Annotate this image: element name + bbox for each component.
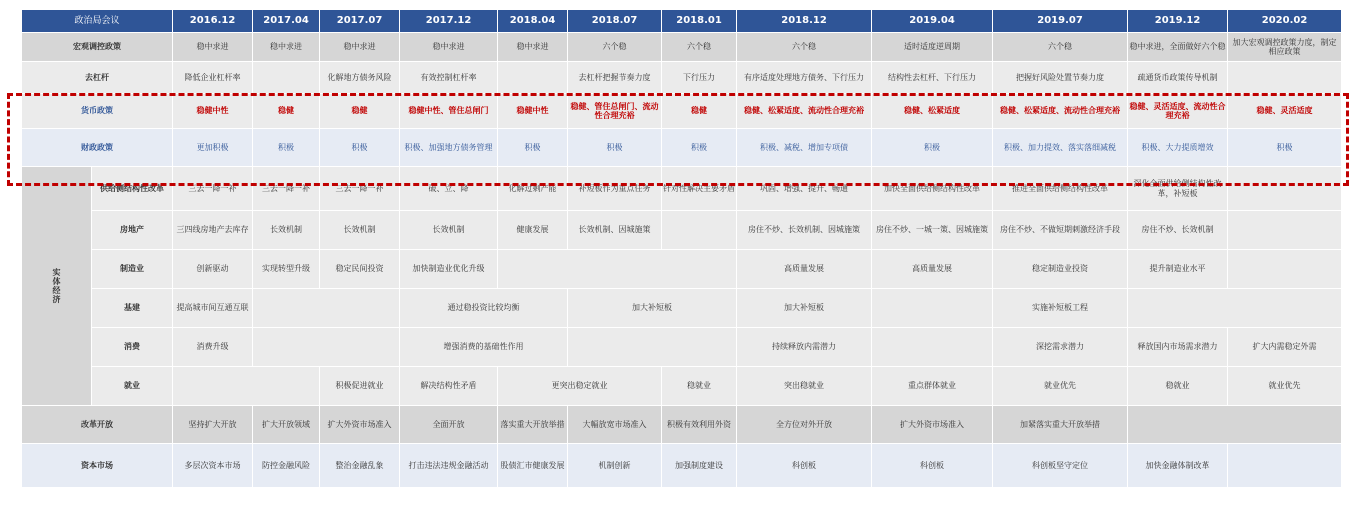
cell: 扩大外资市场准入 xyxy=(872,406,993,444)
cell: 重点群体就业 xyxy=(872,367,993,406)
cell: 积极 xyxy=(662,129,737,167)
header-date: 2018.01 xyxy=(662,10,737,33)
cell: 稳健 xyxy=(253,94,320,129)
cell: 六个稳 xyxy=(568,33,662,62)
cell: 三四线房地产去库存 xyxy=(173,211,253,250)
reform-row xyxy=(22,406,1342,444)
supply-row xyxy=(22,167,1342,211)
cell: 突出稳就业 xyxy=(737,367,872,406)
cell: 积极 xyxy=(1228,129,1342,167)
cell: 就业优先 xyxy=(993,367,1128,406)
cell: 全面开放 xyxy=(400,406,498,444)
cell: 深化全面供给侧结构性改革，补短板 xyxy=(1128,167,1228,211)
policy-table xyxy=(21,9,1342,488)
cell: 六个稳 xyxy=(662,33,737,62)
cell: 房住不炒、一城一策、因城施策 xyxy=(872,211,993,250)
cell: 稳健、松紧适度 xyxy=(872,94,993,129)
cell: 持续释放内需潜力 xyxy=(737,328,872,367)
cell: 打击违法违规金融活动 xyxy=(400,444,498,488)
cell: 加紧落实重大开放举措 xyxy=(993,406,1128,444)
header-date: 2017.12 xyxy=(400,10,498,33)
cell: 科创板 xyxy=(872,444,993,488)
header-date: 2019.12 xyxy=(1128,10,1228,33)
cell: 更加积极 xyxy=(173,129,253,167)
header-corner: 政治局会议 xyxy=(22,10,173,33)
cell: 稳中求进 xyxy=(173,33,253,62)
macro-row xyxy=(22,33,1342,62)
cell: 积极 xyxy=(872,129,993,167)
cell xyxy=(1228,167,1342,211)
cell: 加大补短板 xyxy=(568,289,737,328)
cell: 稳健 xyxy=(662,94,737,129)
cell: 积极、加力提效、落实落细减税 xyxy=(993,129,1128,167)
cell: 巩固、增强、提升、畅通 xyxy=(737,167,872,211)
cell: 稳就业 xyxy=(662,367,737,406)
row-label-monetary: 货币政策 xyxy=(22,94,173,129)
cell xyxy=(1128,289,1342,328)
manufacturing-row xyxy=(22,250,1342,289)
cell: 防控金融风险 xyxy=(253,444,320,488)
deleverage-row xyxy=(22,62,1342,94)
cell: 提升制造业水平 xyxy=(1128,250,1228,289)
cell: 加大宏观调控政策力度，制定相应政策 xyxy=(1228,33,1342,62)
header-date: 2018.12 xyxy=(737,10,872,33)
row-label-supply: 供给侧结构性改革 xyxy=(92,167,173,211)
cell: 解决结构性矛盾 xyxy=(400,367,498,406)
cell: 稳健、松紧适度、流动性合理充裕 xyxy=(993,94,1128,129)
cell: 扩大开放领域 xyxy=(253,406,320,444)
cell: 积极、减税、增加专项债 xyxy=(737,129,872,167)
cell: 通过稳投资比较均衡 xyxy=(400,289,568,328)
cell: 稳定民间投资 xyxy=(320,250,400,289)
cell: 落实重大开放举措 xyxy=(498,406,568,444)
cell: 加快全面供给侧结构性改革 xyxy=(872,167,993,211)
cell: 科创板 xyxy=(737,444,872,488)
cell: 去杠杆把握节奏力度 xyxy=(568,62,662,94)
header-date: 2020.02 xyxy=(1228,10,1342,33)
cell: 六个稳 xyxy=(737,33,872,62)
cell xyxy=(253,62,320,94)
header-date: 2019.04 xyxy=(872,10,993,33)
cell: 积极、大力提质增效 xyxy=(1128,129,1228,167)
cell: 把握好风险处置节奏力度 xyxy=(993,62,1128,94)
cell: 房住不炒、不做短期刺激经济手段 xyxy=(993,211,1128,250)
cell: 积极促进就业 xyxy=(320,367,400,406)
cell: 积极 xyxy=(253,129,320,167)
row-label-reform: 改革开放 xyxy=(22,406,173,444)
cell: 高质量发展 xyxy=(872,250,993,289)
cell: 六个稳 xyxy=(993,33,1128,62)
cell: 稳就业 xyxy=(1128,367,1228,406)
cell: 稳健、灵活适度 xyxy=(1228,94,1342,129)
cell: 健康发展 xyxy=(498,211,568,250)
row-label-manufacturing: 制造业 xyxy=(92,250,173,289)
header-date: 2017.07 xyxy=(320,10,400,33)
fiscal-row xyxy=(22,129,1342,167)
cell: 全方位对外开放 xyxy=(737,406,872,444)
cell: 大幅放宽市场准入 xyxy=(568,406,662,444)
cell: 三去一降一补 xyxy=(253,167,320,211)
cell xyxy=(498,250,737,289)
cell: 股债汇市健康发展 xyxy=(498,444,568,488)
cell xyxy=(1228,444,1342,488)
capital-row xyxy=(22,444,1342,488)
cell: 机制创新 xyxy=(568,444,662,488)
cell: 长效机制 xyxy=(253,211,320,250)
cell: 稳健、灵活适度、流动性合理充裕 xyxy=(1128,94,1228,129)
cell: 长效机制、因城施策 xyxy=(568,211,662,250)
cell: 长效机制 xyxy=(400,211,498,250)
cell: 坚持扩大开放 xyxy=(173,406,253,444)
header-date: 2019.07 xyxy=(993,10,1128,33)
cell: 三去一降一补 xyxy=(173,167,253,211)
cell: 疏通货币政策传导机制 xyxy=(1128,62,1228,94)
cell xyxy=(1228,211,1342,250)
cell: 积极有效利用外资 xyxy=(662,406,737,444)
cell: 降低企业杠杆率 xyxy=(173,62,253,94)
cell: 稳中求进 xyxy=(498,33,568,62)
cell: 扩大内需稳定外需 xyxy=(1228,328,1342,367)
cell: 积极 xyxy=(568,129,662,167)
cell: 实现转型升级 xyxy=(253,250,320,289)
header-date: 2018.04 xyxy=(498,10,568,33)
header-date: 2017.04 xyxy=(253,10,320,33)
cell: 稳健 xyxy=(320,94,400,129)
header-date: 2016.12 xyxy=(173,10,253,33)
cell xyxy=(253,289,400,328)
row-label-macro: 宏观调控政策 xyxy=(22,33,173,62)
cell: 有序适度处理地方债务、下行压力 xyxy=(737,62,872,94)
cell xyxy=(1228,250,1342,289)
cell xyxy=(872,289,993,328)
row-label-property: 房地产 xyxy=(92,211,173,250)
cell: 稳健、松紧适度、流动性合理充裕 xyxy=(737,94,872,129)
cell: 释放国内市场需求潜力 xyxy=(1128,328,1228,367)
cell: 扩大外资市场准入 xyxy=(320,406,400,444)
cell: 深挖需求潜力 xyxy=(993,328,1128,367)
cell: 稳健中性、管住总闸门 xyxy=(400,94,498,129)
employment-row xyxy=(22,367,1342,406)
cell: 加大补短板 xyxy=(737,289,872,328)
cell: 积极 xyxy=(498,129,568,167)
cell: 稳中求进 xyxy=(400,33,498,62)
cell: 高质量发展 xyxy=(737,250,872,289)
row-label-employment: 就业 xyxy=(92,367,173,406)
cell xyxy=(173,367,320,406)
cell: 稳中求进 xyxy=(320,33,400,62)
cell: 积极 xyxy=(320,129,400,167)
cell xyxy=(1228,62,1342,94)
cell: 稳中求进 xyxy=(253,33,320,62)
header-row xyxy=(22,10,1342,33)
cell: 稳健中性 xyxy=(173,94,253,129)
row-label-capital: 资本市场 xyxy=(22,444,173,488)
monetary-row xyxy=(22,94,1342,129)
row-label-consumption: 消费 xyxy=(92,328,173,367)
cell: 创新驱动 xyxy=(173,250,253,289)
infra-row xyxy=(22,289,1342,328)
cell: 三去一降一补 xyxy=(320,167,400,211)
cell: 增强消费的基础性作用 xyxy=(400,328,568,367)
cell: 加快制造业优化升级 xyxy=(400,250,498,289)
cell: 适时适度逆周期 xyxy=(872,33,993,62)
cell: 补短板作为重点任务 xyxy=(568,167,662,211)
cell: 推进全面供给侧结构性改革 xyxy=(993,167,1128,211)
cell: 实施补短板工程 xyxy=(993,289,1128,328)
cell xyxy=(253,328,400,367)
cell: 房住不炒、长效机制、因城施策 xyxy=(737,211,872,250)
cell: 提高城市间互通互联 xyxy=(173,289,253,328)
cell: 加快金融体制改革 xyxy=(1128,444,1228,488)
cell: 更突出稳定就业 xyxy=(498,367,662,406)
row-label-infra: 基建 xyxy=(92,289,173,328)
real-economy-label: 实 体 经 济 xyxy=(22,167,92,406)
cell xyxy=(872,328,993,367)
cell: 结构性去杠杆、下行压力 xyxy=(872,62,993,94)
cell: 稳健、管住总闸门、流动性合理充裕 xyxy=(568,94,662,129)
cell: 稳中求进，全面做好六个稳 xyxy=(1128,33,1228,62)
property-row xyxy=(22,211,1342,250)
cell: 房住不炒、长效机制 xyxy=(1128,211,1228,250)
cell: 加强制度建设 xyxy=(662,444,737,488)
cell: 稳定制造业投资 xyxy=(993,250,1128,289)
cell: 下行压力 xyxy=(662,62,737,94)
cell xyxy=(1128,406,1342,444)
cell: 积极、加强地方债务管理 xyxy=(400,129,498,167)
cell: 稳健中性 xyxy=(498,94,568,129)
cell: 消费升级 xyxy=(173,328,253,367)
cell: 整治金融乱象 xyxy=(320,444,400,488)
cell: 化解地方债务风险 xyxy=(320,62,400,94)
cell: 针对性解决主要矛盾 xyxy=(662,167,737,211)
row-label-fiscal: 财政政策 xyxy=(22,129,173,167)
header-date: 2018.07 xyxy=(568,10,662,33)
cell xyxy=(568,328,737,367)
consumption-row xyxy=(22,328,1342,367)
cell: 多层次资本市场 xyxy=(173,444,253,488)
cell xyxy=(662,211,737,250)
cell xyxy=(498,62,568,94)
cell: 科创板坚守定位 xyxy=(993,444,1128,488)
cell: 有效控制杠杆率 xyxy=(400,62,498,94)
cell: 长效机制 xyxy=(320,211,400,250)
cell: 破、立、降 xyxy=(400,167,498,211)
row-label-deleverage: 去杠杆 xyxy=(22,62,173,94)
cell: 化解过剩产能 xyxy=(498,167,568,211)
cell: 就业优先 xyxy=(1228,367,1342,406)
